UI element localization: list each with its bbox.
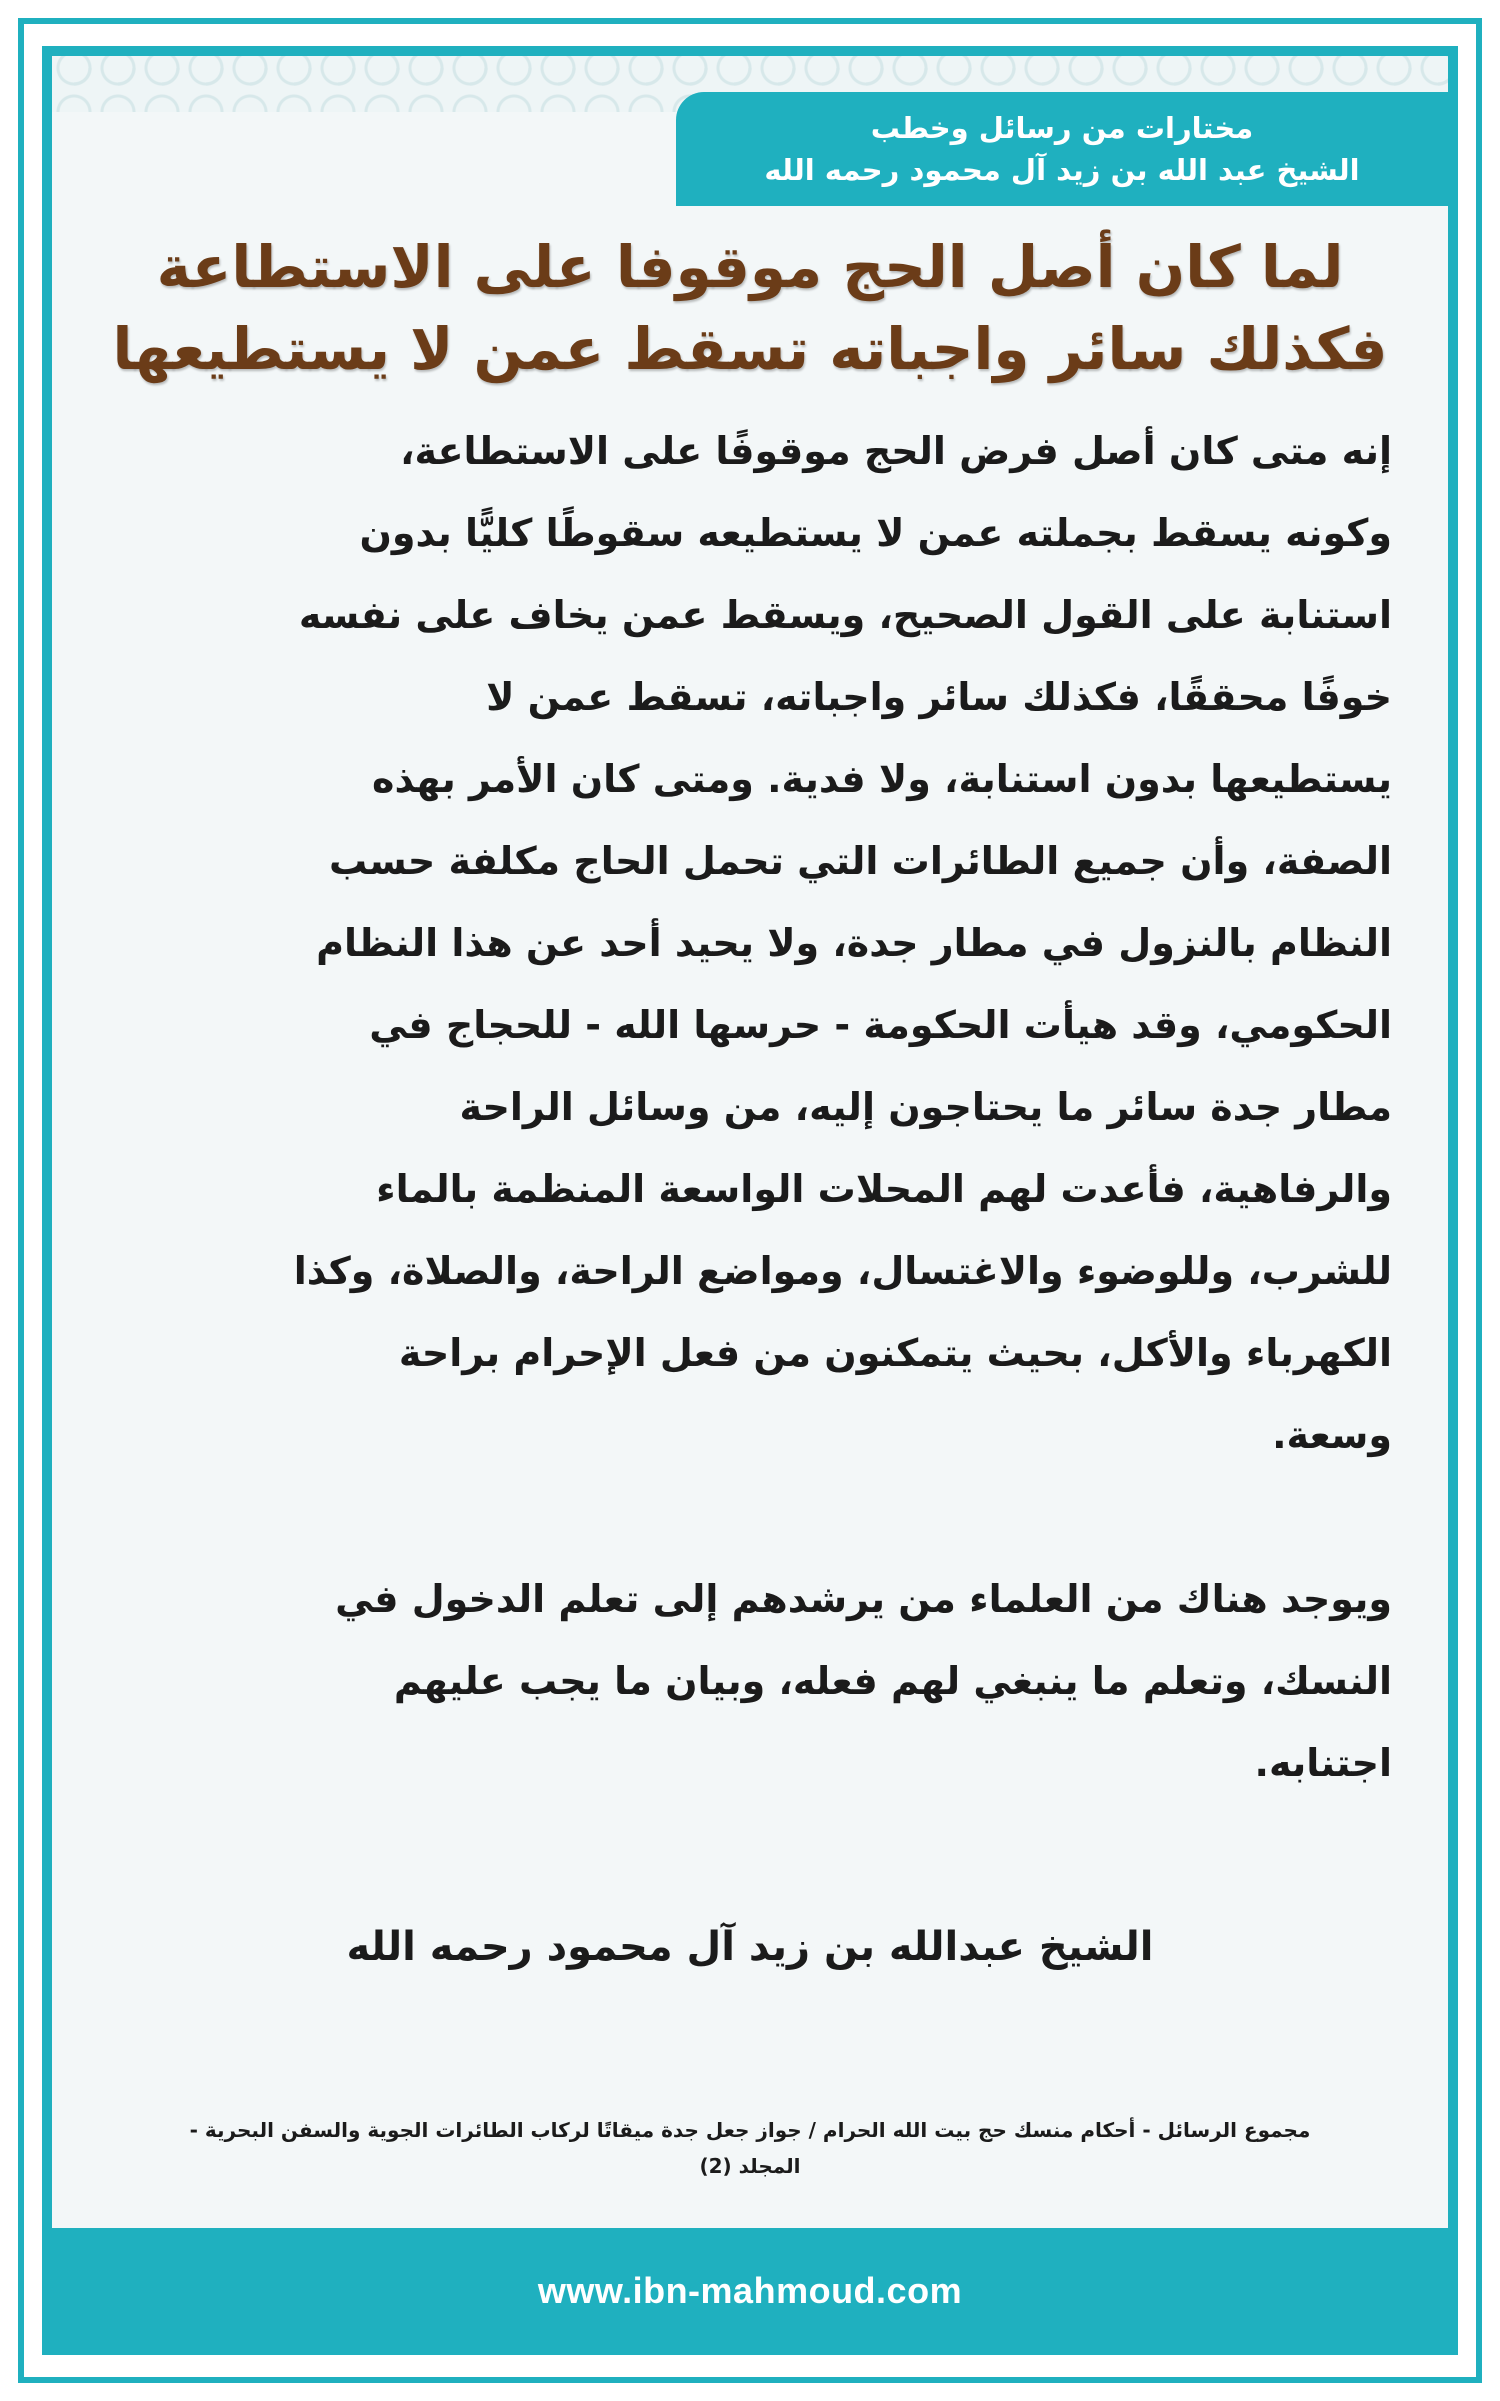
source-citation — [140, 2112, 1360, 2184]
body-line: والرفاهية، فأعدت لهم المحلات الواسعة المنظمة بالماء — [376, 1167, 1392, 1211]
body-line: الحكومي، وقد هيأت الحكومة - حرسها الله - للحجاج في — [369, 1003, 1392, 1047]
body-line: خوفًا محققًا، فكذلك سائر واجباته، تسقط عمن لا — [486, 675, 1392, 719]
footer-bar — [42, 2228, 1458, 2354]
page-title — [90, 226, 1410, 390]
body-line: الصفة، وأن جميع الطائرات التي تحمل الحاج مكلفة حسب — [329, 839, 1392, 883]
body-line: وسعة. — [1272, 1413, 1392, 1457]
body-line: يستطيعها بدون استنابة، ولا فدية. ومتى كان الأمر بهذه — [372, 757, 1392, 801]
source-line-1: مجموع الرسائل - أحكام منسك حج بيت الله الحرام / جواز جعل جدة ميقاتًا لركاب الطائرات الجوية والسفن البحرية - — [189, 2118, 1311, 2142]
signature: الشيخ عبدالله بن زيد آل محمود رحمه الله — [346, 1924, 1154, 1970]
title-line-1: لما كان أصل الحج موقوفا على الاستطاعة — [156, 233, 1344, 301]
body-line: اجتنابه. — [1254, 1741, 1392, 1785]
body-line: ويوجد هناك من العلماء من يرشدهم إلى تعلم الدخول في — [335, 1577, 1392, 1621]
paragraph-gap — [120, 1476, 1392, 1558]
source-line-2: المجلد (2) — [699, 2154, 801, 2178]
header-banner — [676, 92, 1448, 206]
header-author-name: الشيخ عبد الله بن زيد آل محمود رحمه الله — [764, 153, 1360, 187]
article-body — [120, 410, 1392, 1804]
body-line: استنابة على القول الصحيح، ويسقط عمن يخاف على نفسه — [298, 593, 1392, 637]
website-link[interactable]: www.ibn-mahmoud.com — [537, 2270, 963, 2311]
body-line: وكونه يسقط بجملته عمن لا يستطيعه سقوطًا كليًّا بدون — [359, 511, 1392, 555]
body-line: إنه متى كان أصل فرض الحج موقوفًا على الاستطاعة، — [400, 429, 1392, 473]
body-line: للشرب، وللوضوء والاغتسال، ومواضع الراحة، والصلاة، وكذا — [293, 1249, 1392, 1293]
title-line-2: فكذلك سائر واجباته تسقط عمن لا يستطيعها — [112, 315, 1388, 383]
body-line: النسك، وتعلم ما ينبغي لهم فعله، وبيان ما يجب عليهم — [393, 1659, 1392, 1703]
header-series-title: مختارات من رسائل وخطب — [870, 111, 1254, 145]
body-line: النظام بالنزول في مطار جدة، ولا يحيد أحد عن هذا النظام — [316, 921, 1392, 965]
body-line: مطار جدة سائر ما يحتاجون إليه، من وسائل الراحة — [459, 1085, 1392, 1129]
body-line: الكهرباء والأكل، بحيث يتمكنون من فعل الإحرام براحة — [398, 1331, 1392, 1375]
